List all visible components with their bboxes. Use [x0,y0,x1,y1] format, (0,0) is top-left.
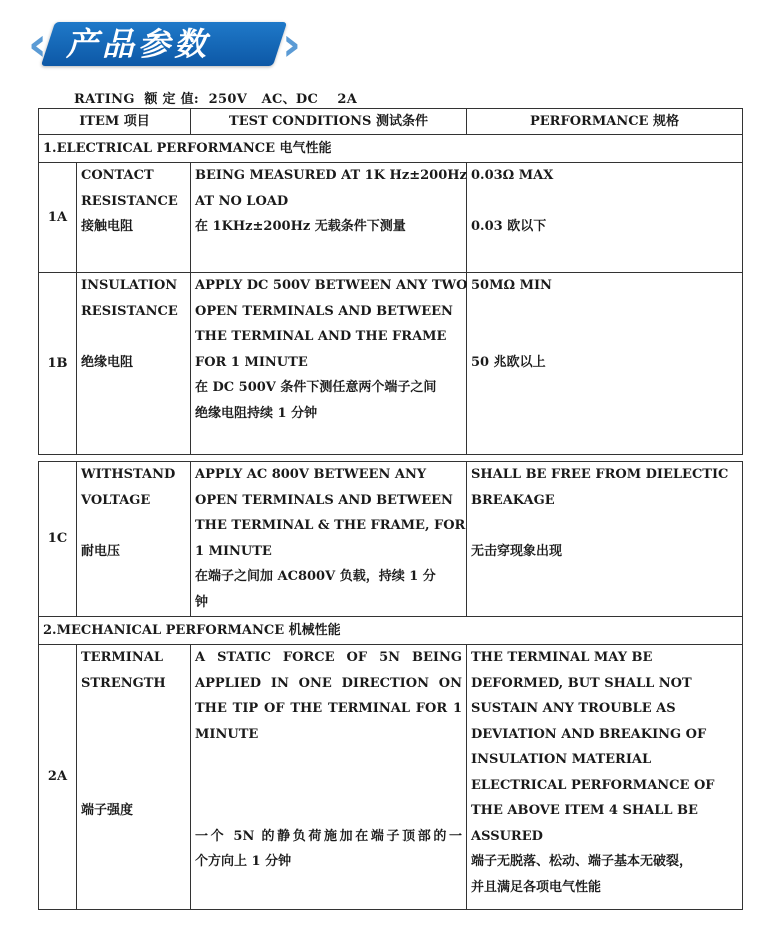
item-line: 端子强度 [81,803,134,818]
header-performance: PERFORMANCE 规格 [467,109,743,135]
test-line: BEING MEASURED AT 1K Hz±200Hz [195,168,467,183]
perf-line: 端子无脱落、松动、端子基本无破裂， [471,854,693,869]
test-line: APPLY AC 800V BETWEEN ANY [195,467,427,482]
perf-line: THE TERMINAL MAY BE [471,650,653,665]
test-cell [191,645,467,910]
test-line: THE TIP OF THE TERMINAL FOR 1 [195,701,462,716]
item-line: STRENGTH [81,675,166,691]
perf-line: SHALL BE FREE FROM DIELECTIC [471,467,729,482]
perf-spacer [471,324,738,350]
perf-line: ELECTRICAL PERFORMANCE OF [471,777,715,793]
section-row-mechanical [39,617,743,645]
perf-line: 0.03 欧以下 [471,219,547,234]
test-line: AT NO LOAD [195,193,289,209]
perf-line: 50 兆欧以上 [471,354,546,370]
test-line: FOR 1 MINUTE [195,354,308,370]
test-line: A STATIC FORCE OF 5N BEING [195,650,462,665]
test-line: OPEN TERMINALS AND BETWEEN [195,303,453,319]
item-line: RESISTANCE [81,193,178,209]
performance-cell [467,163,743,273]
item-cell [77,645,191,910]
chevron-left-icon: ‹ [28,17,47,71]
item-spacer [81,722,186,748]
perf-line: ASSURED [471,828,543,844]
item-line: RESISTANCE [81,303,178,319]
item-spacer [81,513,186,539]
perf-line: INSULATION MATERIAL [471,752,652,767]
table-header-row [39,109,743,135]
perf-line: DEVIATION AND BREAKING OF [471,726,707,742]
perf-line: SUSTAIN ANY TROUBLE AS [471,701,676,716]
chevron-right-icon: › [282,17,301,71]
item-line: WITHSTAND [81,467,176,482]
test-line: 个方向上 1 分钟 [195,854,292,869]
item-line: 绝缘电阻 [81,354,134,370]
item-spacer [81,773,186,799]
row-id: 1A [39,163,77,273]
perf-spacer [471,189,738,215]
test-line: APPLY DC 500V BETWEEN ANY TWO [195,278,468,293]
test-line: MINUTE [195,726,259,742]
item-line: INSULATION [81,278,178,293]
banner-title: 产品参数 [66,25,211,63]
item-line: 接触电阻 [81,219,134,234]
item-line: CONTACT [81,168,154,183]
spec-table-part2 [38,461,743,910]
performance-cell [467,273,743,455]
test-line: 钟 [195,594,209,610]
test-spacer [195,773,462,799]
section-mechanical: 2.MECHANICAL PERFORMANCE 机械性能 [39,617,743,645]
item-line: VOLTAGE [81,492,151,508]
section-electrical: 1.ELECTRICAL PERFORMANCE 电气性能 [39,135,743,163]
perf-line: THE ABOVE ITEM 4 SHALL BE [471,803,698,818]
perf-line: DEFORMED, BUT SHALL NOT [471,675,692,691]
test-line: 一个 5N 的静负荷施加在端子顶部的一 [195,828,462,844]
spec-table-part1 [38,108,743,455]
title-banner [28,17,301,71]
test-line: 在端子之间加 AC800V 负载，持续 1 分 [195,569,436,584]
item-spacer [81,696,186,722]
perf-line: 50MΩ MIN [471,278,552,293]
perf-line: BREAKAGE [471,492,555,508]
test-cell [191,273,467,455]
row-id: 1B [39,273,77,455]
table-row-1a [39,163,743,273]
item-spacer [81,747,186,773]
test-cell [191,462,467,617]
perf-line: 0.03Ω MAX [471,168,554,183]
test-line: 绝缘电阻持续 1 分钟 [195,405,318,421]
item-cell [77,273,191,455]
test-line: 在 DC 500V 条件下测任意两个端子之间 [195,380,437,395]
test-line: OPEN TERMINALS AND BETWEEN [195,492,453,508]
header-test: TEST CONDITIONS 测试条件 [191,109,467,135]
item-spacer [81,324,186,350]
perf-spacer [471,513,738,539]
perf-line: 无击穿现象出现 [471,543,563,559]
table-row-1b [39,273,743,455]
test-cell [191,163,467,273]
test-line: THE TERMINAL AND THE FRAME [195,329,447,344]
test-line: 1 MINUTE [195,543,272,559]
performance-cell [467,462,743,617]
item-cell [77,462,191,617]
perf-line: 并且满足各项电气性能 [471,879,602,895]
test-spacer [195,747,462,773]
item-cell [77,163,191,273]
row-id: 1C [39,462,77,617]
header-item: ITEM 项目 [39,109,191,135]
test-spacer [195,798,462,824]
item-line: TERMINAL [81,650,163,665]
item-line: 耐电压 [81,543,121,559]
row-id: 2A [39,645,77,910]
test-line: APPLIED IN ONE DIRECTION ON [195,675,462,691]
perf-spacer [471,299,738,325]
table-row-2a [39,645,743,910]
test-line: 在 1KHz±200Hz 无载条件下测量 [195,219,406,234]
section-row-electrical [39,135,743,163]
rating-line: RATING 额 定 值: 250V AC、DC 2A [74,92,358,107]
test-line: THE TERMINAL & THE FRAME, FOR [195,518,466,533]
performance-cell [467,645,743,910]
table-row-1c [39,462,743,617]
